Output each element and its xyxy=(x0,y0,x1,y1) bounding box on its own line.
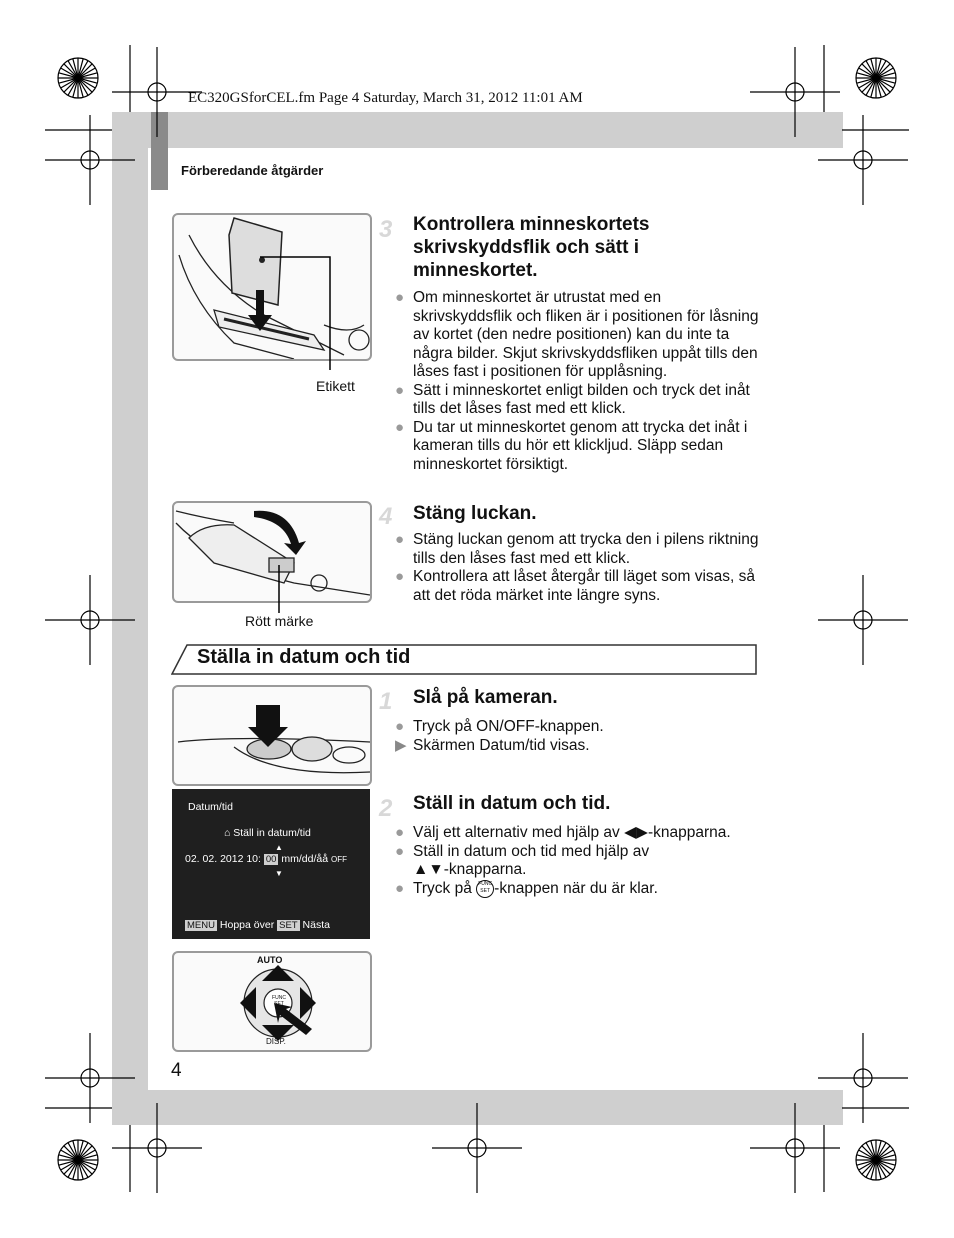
power-button-icon xyxy=(174,687,370,784)
list-item: ● Tryck på FUNC SET -knappen när du är klar. xyxy=(395,879,658,897)
up-arrow-icon: ▲ xyxy=(275,843,283,852)
s1-bullets xyxy=(395,718,760,755)
list-item: ▶ Skärmen Datum/tid visas. xyxy=(395,736,590,754)
list-item: ● Du tar ut minneskortet genom att trycka det inåt i kameran tills du hör ett klickljud. Släpp sedan minneskortet försiktigt. xyxy=(395,418,748,473)
lcd-footer xyxy=(185,919,330,931)
lcd-date-row xyxy=(185,853,347,865)
lcd-day: 02. xyxy=(202,853,218,865)
lcd-title: Datum/tid xyxy=(188,801,233,813)
dpad-center-label: FUNC SET xyxy=(272,995,286,1007)
lcd-next: Nästa xyxy=(302,919,330,931)
step-number: 1 xyxy=(379,688,393,715)
left-right-arrows-icon: ◀▶ xyxy=(624,824,648,841)
step4-bullets xyxy=(395,531,760,605)
lcd-month: 02. xyxy=(185,853,200,865)
lcd-hour: 10: xyxy=(246,853,261,865)
date-time-screen xyxy=(172,789,370,939)
lcd-subtitle-row xyxy=(224,827,311,839)
battery-cover-icon xyxy=(174,503,370,601)
label-pointer xyxy=(258,255,338,375)
list-item: ● Om minneskortet är utrustat med en skrivskyddsflik och fliken är i positionen för låsning av kortet (den nedre positionen) kan du inte ta några bilder. Skjut skrivskyddsfliken uppåt tills den låses fast i positionen för upplåsning. xyxy=(395,289,759,380)
home-icon: ⌂ xyxy=(224,827,231,839)
lcd-subtitle: Ställ in datum/tid xyxy=(233,827,311,839)
lcd-format: mm/dd/åå xyxy=(281,853,329,865)
list-item: ● Sätt i minneskortet enligt bilden och tryck det inåt tills det låses fast med ett klick. xyxy=(395,381,750,417)
step-number: 4 xyxy=(379,503,393,530)
step-title: Slå på kameran. xyxy=(413,687,558,708)
func-set-icon: FUNC SET xyxy=(476,880,494,898)
lcd-year: 2012 xyxy=(220,853,244,865)
close-cover-illustration xyxy=(172,501,372,603)
down-arrow-icon: ▼ xyxy=(275,869,283,878)
step-title: Stäng luckan. xyxy=(413,503,537,524)
file-info: EC320GSforCEL.fm Page 4 Saturday, March 31, 2012 11:01 AM xyxy=(188,90,583,106)
caption-red-mark: Rött märke xyxy=(245,613,314,629)
list-item: ● Ställ in datum och tid med hjälp av ▲▼-knapparna. xyxy=(395,842,650,878)
section-label: Förberedande åtgärder xyxy=(181,163,324,178)
lcd-skip: Hoppa över xyxy=(219,919,275,931)
list-item: ● Kontrollera att låset återgår till läget som visas, så att det röda märket inte längre syns. xyxy=(395,568,756,604)
set-chip: SET xyxy=(279,920,298,931)
power-button-illustration xyxy=(172,685,372,786)
lcd-dst: OFF xyxy=(330,855,347,864)
lcd-minute: 00 xyxy=(265,854,277,865)
list-item: ● Välj ett alternativ med hjälp av ◀▶-knapparna. xyxy=(395,824,731,841)
dpad-illustration xyxy=(172,951,372,1052)
step-number: 2 xyxy=(379,795,393,822)
dpad-top-label: AUTO xyxy=(257,955,283,965)
step-title: Ställ in datum och tid. xyxy=(413,793,611,814)
step-title: Kontrollera minneskortets skrivskyddsflik och sätt i minneskortet. xyxy=(413,214,650,281)
up-down-arrows-icon: ▲▼ xyxy=(413,861,444,878)
menu-chip: MENU xyxy=(187,920,215,931)
red-mark-pointer xyxy=(276,565,282,615)
step-number: 3 xyxy=(379,216,393,243)
section-heading: Ställa in datum och tid xyxy=(197,646,411,668)
list-item: ● Stäng luckan genom att trycka den i pilens riktning tills den låses fast med ett klick. xyxy=(395,531,759,567)
page-number: 4 xyxy=(171,1060,182,1081)
caption-label: Etikett xyxy=(316,378,355,394)
step3-bullets xyxy=(395,289,760,474)
dpad-bottom-label: DISP. xyxy=(266,1037,286,1046)
s2-bullets xyxy=(395,824,760,898)
list-item: ● Tryck på ON/OFF-knappen. xyxy=(395,718,604,735)
